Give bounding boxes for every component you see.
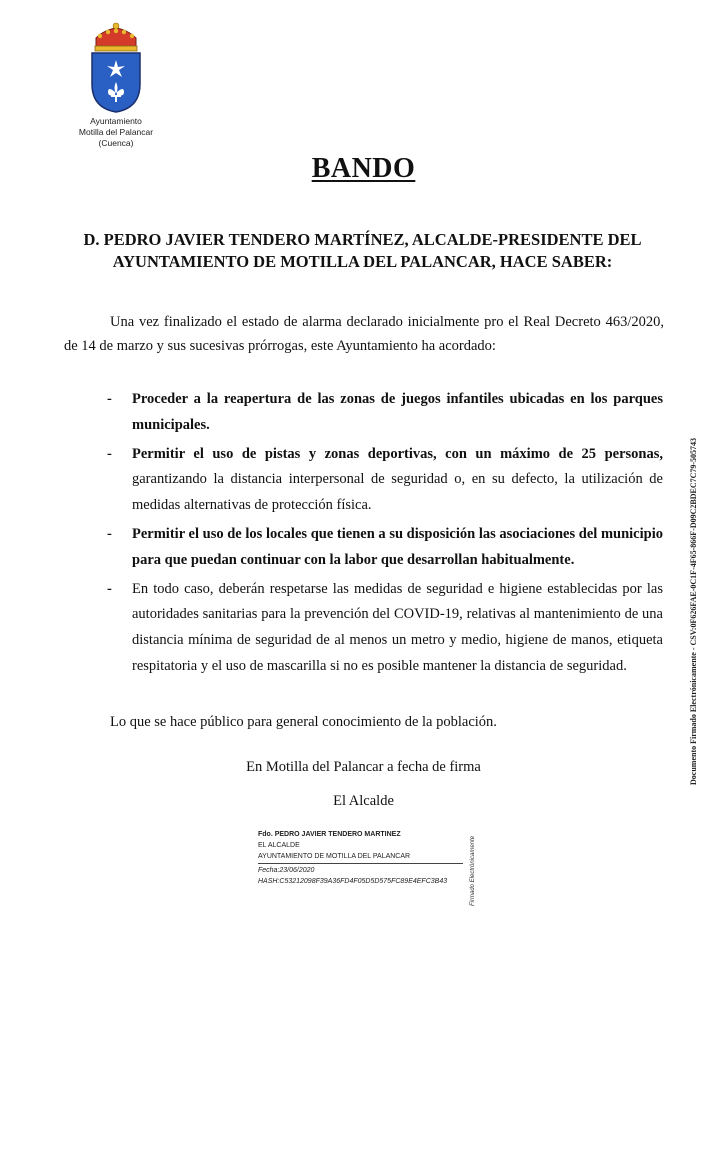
logo-caption-line: Motilla del Palancar bbox=[78, 127, 154, 137]
list-item-bold: Proceder a la reapertura de las zonas de juegos infantiles ubicadas en los parques municipales. bbox=[132, 391, 663, 433]
crown-icon bbox=[95, 23, 137, 51]
signature-vertical-label: Firmado Electrónicamente bbox=[470, 835, 476, 906]
signature-name: Fdo. PEDRO JAVIER TENDERO MARTINEZ bbox=[258, 831, 401, 838]
signature-role: EL ALCALDE bbox=[258, 842, 300, 849]
signer-title: El Alcalde bbox=[333, 793, 394, 809]
list-item-text: garantizando la distancia interpersonal de seguridad o, en su defecto, la utilización de medidas alternativas de protección física. bbox=[132, 471, 663, 514]
list-item-bold: Permitir el uso de pistas y zonas deportivas, con un máximo de 25 personas, bbox=[132, 445, 663, 462]
list-dash: - bbox=[107, 580, 112, 597]
heading-line: AYUNTAMIENTO DE MOTILLA DEL PALANCAR, HACE SABER: bbox=[112, 252, 613, 271]
logo-caption bbox=[70, 116, 162, 149]
logo-caption-line: (Cuenca) bbox=[98, 138, 134, 148]
list-item bbox=[107, 442, 663, 519]
closing-paragraph: Lo que se hace público para general conocimiento de la población. bbox=[110, 714, 497, 730]
intro-paragraph: Una vez finalizado el estado de alarma declarado inicialmente pro el Real Decreto 463/2020, de 14 de marzo y sus sucesivas prórrogas, este Ayuntamiento ha acordado: bbox=[64, 314, 664, 354]
logo-caption-line: Ayuntamiento bbox=[90, 116, 142, 126]
list-item bbox=[107, 522, 663, 574]
signature-vertical-note bbox=[470, 836, 480, 906]
list-dash: - bbox=[107, 445, 112, 462]
list-dash: - bbox=[107, 525, 112, 542]
signature-divider bbox=[258, 863, 463, 864]
document-title: BANDO bbox=[311, 153, 416, 184]
signature-date: Fecha:23/06/2020 bbox=[258, 867, 315, 874]
csv-side-text: Documento Firmado Electrónicamente - CSV:0F626FAE-0C1F-4F65-866F-D09C2BDEC7C79-505743 bbox=[689, 437, 698, 785]
list-item bbox=[107, 577, 663, 680]
list-item-text: En todo caso, deberán respetarse las medidas de seguridad e higiene establecidas por las autoridades sanitarias para la prevención del COVID-19, relativas al mantenimiento de una distancia mínima de seguridad de al menos un metro y medio, higiene de manos, etiqueta respitatoria y el uso de mascarilla si no es posible mantener la distancia de seguridad. bbox=[132, 580, 663, 674]
list-dash: - bbox=[107, 391, 112, 407]
measures-list bbox=[107, 387, 663, 683]
place-date: En Motilla del Palancar a fecha de firma bbox=[246, 759, 481, 775]
list-item bbox=[107, 387, 663, 439]
signature-entity: AYUNTAMIENTO DE MOTILLA DEL PALANCAR bbox=[258, 853, 411, 860]
municipal-coat-of-arms bbox=[70, 22, 162, 149]
electronic-signature-block bbox=[258, 829, 468, 887]
document-heading bbox=[60, 229, 665, 273]
heading-line: D. PEDRO JAVIER TENDERO MARTÍNEZ, ALCALDE-PRESIDENTE DEL bbox=[83, 230, 642, 249]
signature-hash: HASH:C53212098F39A36FD4F05D5D575FC89E4EFC3B43 bbox=[258, 878, 448, 885]
csv-side-note bbox=[689, 437, 701, 1165]
list-item-bold: Permitir el uso de los locales que tienen a su disposición las asociaciones del municipio para que puedan continuar con la labor que desarrollan habitualmente. bbox=[132, 525, 663, 568]
coat-of-arms-icon bbox=[86, 22, 146, 114]
